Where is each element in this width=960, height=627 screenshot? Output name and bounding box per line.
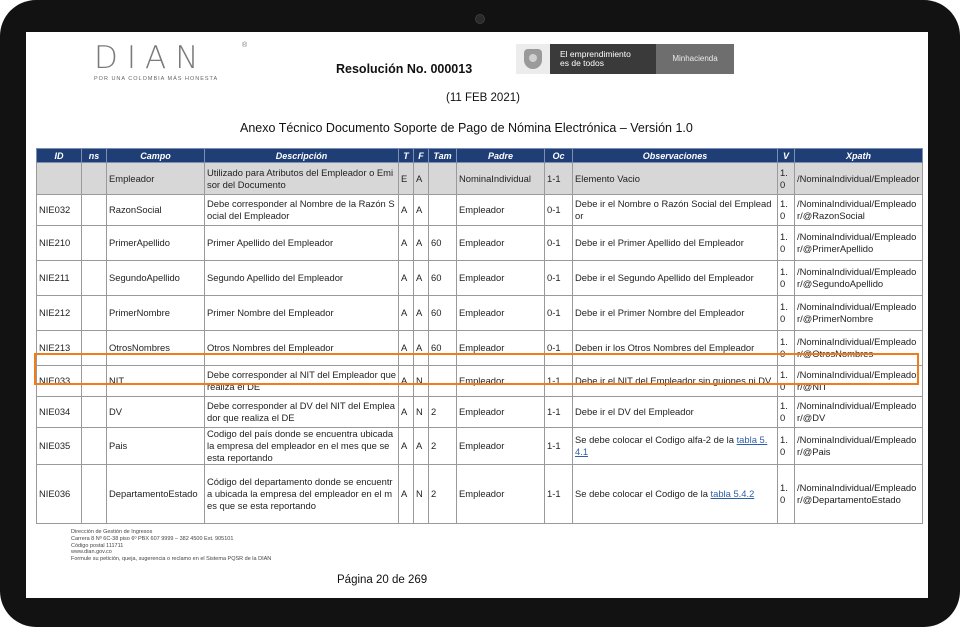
- cell-padre: Empleador: [457, 261, 545, 296]
- cell-oc: 0-1: [545, 261, 573, 296]
- cell-f: N: [414, 465, 429, 524]
- cell-observaciones: Deben ir los Otros Nombres del Empleador: [573, 331, 778, 366]
- cell-ns: [82, 366, 107, 397]
- cell-descripcion: Debe corresponder al Nombre de la Razón Social del Empleador: [205, 195, 399, 226]
- cell-f: N: [414, 366, 429, 397]
- cell-descripcion: Otros Nombres del Empleador: [205, 331, 399, 366]
- cell-xpath: /NominaIndividual/Empleador: [795, 163, 923, 195]
- table-5-4-2-link[interactable]: tabla 5.4.2: [710, 488, 755, 499]
- cell-padre: Empleador: [457, 428, 545, 465]
- resolution-date: (11 FEB 2021): [446, 92, 520, 104]
- cell-oc: 0-1: [545, 226, 573, 261]
- cell-xpath: /NominaIndividual/Empleador/@DepartamentoEstado: [795, 465, 923, 524]
- column-header-descripcion: Descripción: [205, 149, 399, 163]
- cell-t: A: [399, 296, 414, 331]
- cell-id: NIE036: [37, 465, 82, 524]
- column-header-ns: ns: [82, 149, 107, 163]
- cell-f: N: [414, 397, 429, 428]
- cell-id: NIE035: [37, 428, 82, 465]
- cell-t: A: [399, 465, 414, 524]
- coat-of-arms-icon: [516, 44, 550, 74]
- cell-tam: 60: [429, 296, 457, 331]
- cell-oc: 1-1: [545, 366, 573, 397]
- cell-observaciones: Debe ir el Nombre o Razón Social del Empleador: [573, 195, 778, 226]
- cell-oc: 0-1: [545, 195, 573, 226]
- cell-observaciones: Debe ir el NIT del Empleador sin guiones ni DV: [573, 366, 778, 397]
- cell-tam: 60: [429, 331, 457, 366]
- cell-ns: [82, 261, 107, 296]
- government-banner: [516, 44, 734, 74]
- column-header-observaciones: Observaciones: [573, 149, 778, 163]
- annex-title: Anexo Técnico Documento Soporte de Pago de Nómina Electrónica – Versión 1.0: [240, 121, 693, 135]
- table-row: [37, 397, 923, 428]
- cell-padre: Empleador: [457, 366, 545, 397]
- cell-ns: [82, 226, 107, 261]
- footer-address: Dirección de Gestión de Ingresos Carrera 8 Nº 6C-38 piso 6º PBX 607 9999 – 382 4500 Ext. 905101 Código postal 111711 www.dian.gov.co Formule su petición, queja, sugerencia o reclamo en el Sistema PQSR de la DIAN: [71, 529, 272, 563]
- cell-v: 1.0: [778, 331, 795, 366]
- dian-logo: [88, 40, 248, 86]
- ministry-label: Minhacienda: [656, 44, 734, 74]
- cell-xpath: /NominaIndividual/Empleador/@PrimerApellido: [795, 226, 923, 261]
- cell-ns: [82, 296, 107, 331]
- cell-tam: 2: [429, 428, 457, 465]
- cell-ns: [82, 331, 107, 366]
- cell-v: 1.0: [778, 195, 795, 226]
- table-header-row: [37, 149, 923, 163]
- cell-descripcion: Debe corresponder al DV del NIT del Empleador que realiza el DE: [205, 397, 399, 428]
- cell-id: NIE212: [37, 296, 82, 331]
- cell-xpath: /NominaIndividual/Empleador/@OtrosNombres: [795, 331, 923, 366]
- cell-f: A: [414, 331, 429, 366]
- cell-observaciones: Debe ir el Segundo Apellido del Empleador: [573, 261, 778, 296]
- cell-ns: [82, 163, 107, 195]
- cell-id: NIE034: [37, 397, 82, 428]
- resolution-number: Resolución No. 000013: [336, 62, 473, 76]
- fields-table: [36, 148, 923, 524]
- cell-ns: [82, 428, 107, 465]
- cell-campo: Empleador: [107, 163, 205, 195]
- cell-tam: [429, 163, 457, 195]
- cell-t: A: [399, 366, 414, 397]
- cell-xpath: /NominaIndividual/Empleador/@RazonSocial: [795, 195, 923, 226]
- cell-descripcion: Codigo del país donde se encuentra ubicada la empresa del empleador en el mes que se esta reportando: [205, 428, 399, 465]
- column-header-v: V: [778, 149, 795, 163]
- cell-observaciones: Elemento Vacio: [573, 163, 778, 195]
- cell-ns: [82, 195, 107, 226]
- logo-slogan: POR UNA COLOMBIA MÁS HONESTA: [94, 76, 219, 82]
- cell-oc: 1-1: [545, 163, 573, 195]
- cell-id: NIE213: [37, 331, 82, 366]
- cell-descripcion: Primer Apellido del Empleador: [205, 226, 399, 261]
- cell-tam: 2: [429, 465, 457, 524]
- cell-padre: Empleador: [457, 331, 545, 366]
- cell-t: A: [399, 226, 414, 261]
- cell-padre: Empleador: [457, 465, 545, 524]
- cell-id: NIE210: [37, 226, 82, 261]
- table-row: [37, 331, 923, 366]
- cell-v: 1.0: [778, 163, 795, 195]
- cell-f: A: [414, 163, 429, 195]
- column-header-oc: Oc: [545, 149, 573, 163]
- column-header-f: F: [414, 149, 429, 163]
- cell-tam: 60: [429, 261, 457, 296]
- cell-campo: Pais: [107, 428, 205, 465]
- cell-oc: 0-1: [545, 296, 573, 331]
- cell-tam: [429, 195, 457, 226]
- column-header-campo: Campo: [107, 149, 205, 163]
- table-row-highlighted: [37, 366, 923, 397]
- cell-padre: Empleador: [457, 397, 545, 428]
- logo-text: DIAN: [94, 40, 208, 76]
- camera-dot: [475, 14, 485, 24]
- cell-xpath: /NominaIndividual/Empleador/@DV: [795, 397, 923, 428]
- cell-v: 1.0: [778, 428, 795, 465]
- government-slogan: El emprendimiento es de todos: [550, 44, 656, 74]
- cell-descripcion: Código del departamento donde se encuentra ubicada la empresa del empleador en el mes que se esta reportando: [205, 465, 399, 524]
- cell-f: A: [414, 428, 429, 465]
- column-header-t: T: [399, 149, 414, 163]
- table-row: [37, 428, 923, 465]
- table-row: [37, 226, 923, 261]
- column-header-id: ID: [37, 149, 82, 163]
- table-row: [37, 163, 923, 195]
- cell-tam: 2: [429, 397, 457, 428]
- cell-observaciones: Debe ir el Primer Apellido del Empleador: [573, 226, 778, 261]
- cell-v: 1.0: [778, 296, 795, 331]
- cell-descripcion: Debe corresponder al NIT del Empleador que realiza el DE: [205, 366, 399, 397]
- cell-f: A: [414, 296, 429, 331]
- cell-campo: NIT: [107, 366, 205, 397]
- cell-f: A: [414, 226, 429, 261]
- cell-descripcion: Segundo Apellido del Empleador: [205, 261, 399, 296]
- cell-t: A: [399, 195, 414, 226]
- cell-t: A: [399, 261, 414, 296]
- cell-t: A: [399, 331, 414, 366]
- table-5-4-1-link[interactable]: tabla 5.4.1: [575, 434, 768, 457]
- cell-campo: SegundoApellido: [107, 261, 205, 296]
- cell-campo: DepartamentoEstado: [107, 465, 205, 524]
- cell-t: E: [399, 163, 414, 195]
- page-number: Página 20 de 269: [337, 574, 428, 586]
- cell-campo: PrimerNombre: [107, 296, 205, 331]
- cell-f: A: [414, 261, 429, 296]
- cell-oc: 1-1: [545, 397, 573, 428]
- cell-tam: [429, 366, 457, 397]
- cell-id: [37, 163, 82, 195]
- table-row: [37, 261, 923, 296]
- column-header-tam: Tam: [429, 149, 457, 163]
- cell-ns: [82, 465, 107, 524]
- cell-ns: [82, 397, 107, 428]
- cell-oc: 1-1: [545, 428, 573, 465]
- cell-v: 1.0: [778, 226, 795, 261]
- cell-oc: 1-1: [545, 465, 573, 524]
- table-row: [37, 465, 923, 524]
- cell-padre: Empleador: [457, 296, 545, 331]
- cell-observaciones: Debe ir el Primer Nombre del Empleador: [573, 296, 778, 331]
- document-page: [26, 32, 928, 598]
- cell-tam: 60: [429, 226, 457, 261]
- cell-v: 1.0: [778, 261, 795, 296]
- cell-oc: 0-1: [545, 331, 573, 366]
- cell-f: A: [414, 195, 429, 226]
- cell-padre: Empleador: [457, 195, 545, 226]
- cell-padre: Empleador: [457, 226, 545, 261]
- cell-v: 1.0: [778, 397, 795, 428]
- cell-observaciones: Se debe colocar el Codigo de la tabla 5.4.2: [573, 465, 778, 524]
- cell-id: NIE033: [37, 366, 82, 397]
- table-row: [37, 296, 923, 331]
- column-header-padre: Padre: [457, 149, 545, 163]
- cell-v: 1.0: [778, 465, 795, 524]
- cell-xpath: /NominaIndividual/Empleador/@PrimerNombre: [795, 296, 923, 331]
- cell-id: NIE211: [37, 261, 82, 296]
- column-header-xpath: Xpath: [795, 149, 923, 163]
- cell-campo: PrimerApellido: [107, 226, 205, 261]
- cell-id: NIE032: [37, 195, 82, 226]
- table-row: [37, 195, 923, 226]
- cell-padre: NominaIndividual: [457, 163, 545, 195]
- cell-descripcion: Primer Nombre del Empleador: [205, 296, 399, 331]
- cell-t: A: [399, 428, 414, 465]
- logo-registered-mark: ®: [242, 42, 248, 49]
- cell-observaciones: Se debe colocar el Codigo alfa-2 de la tabla 5.4.1: [573, 428, 778, 465]
- cell-xpath: /NominaIndividual/Empleador/@NIT: [795, 366, 923, 397]
- cell-observaciones: Debe ir el DV del Empleador: [573, 397, 778, 428]
- cell-descripcion: Utilizado para Atributos del Empleador o Emisor del Documento: [205, 163, 399, 195]
- cell-campo: DV: [107, 397, 205, 428]
- cell-xpath: /NominaIndividual/Empleador/@Pais: [795, 428, 923, 465]
- cell-v: 1.0: [778, 366, 795, 397]
- cell-xpath: /NominaIndividual/Empleador/@SegundoApellido: [795, 261, 923, 296]
- cell-campo: OtrosNombres: [107, 331, 205, 366]
- cell-campo: RazonSocial: [107, 195, 205, 226]
- cell-t: A: [399, 397, 414, 428]
